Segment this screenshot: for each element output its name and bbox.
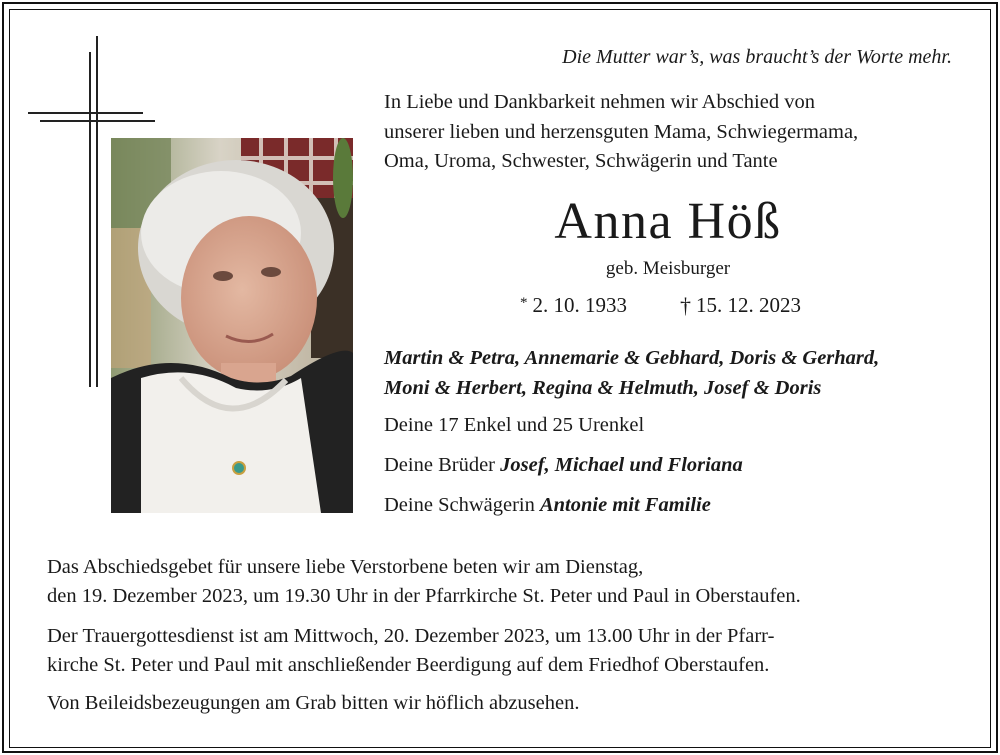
- death-date: † 15. 12. 2023: [680, 293, 801, 318]
- grandchildren-line: Deine 17 Enkel und 25 Urenkel: [384, 414, 645, 436]
- maiden-name: geb. Meisburger: [605, 258, 731, 279]
- quote: Die Mutter war’s, was braucht’s der Worte mehr.: [562, 46, 952, 68]
- intro-line: In Liebe und Dankbarkeit nehmen wir Abschied von: [384, 91, 815, 113]
- intro-line: Oma, Uroma, Schwester, Schwägerin und Tante: [384, 150, 778, 172]
- star-icon: *: [520, 295, 528, 311]
- family-names: [384, 343, 879, 403]
- family-line: Martin & Petra, Annemarie & Gebhard, Doris & Gerhard,: [384, 347, 880, 369]
- dagger-icon: †: [680, 293, 691, 318]
- prayer-info: Das Abschiedsgebet für unsere liebe Verstorbene beten wir am Dienstag, den 19. Dezember 2023, um 19.30 Uhr in der Pfarrkirche St. Peter und Paul in Oberstaufen.: [47, 556, 801, 607]
- intro-text: [384, 88, 858, 177]
- brothers-line: Deine Brüder Josef, Michael und Floriana: [384, 454, 743, 476]
- portrait-photo: [111, 138, 353, 513]
- intro-line: unserer lieben und herzensguten Mama, Schwiegermama,: [384, 120, 859, 143]
- sister-in-law-line: Deine Schwägerin Antonie mit Familie: [384, 494, 711, 516]
- funeral-info: Der Trauergottesdienst ist am Mittwoch, 20. Dezember 2023, um 13.00 Uhr in der Pfarr- kirche St. Peter und Paul mit anschließender Beerdigung auf dem Friedhof Oberstaufen.: [47, 625, 775, 676]
- deceased-name: Anna Höß: [554, 193, 782, 250]
- family-line: Moni & Herbert, Regina & Helmuth, Josef & Doris: [384, 377, 822, 399]
- condolence-note: Von Beileidsbezeugungen am Grab bitten wir höflich abzusehen.: [47, 692, 580, 714]
- birth-date: * 2. 10. 1933: [520, 293, 627, 317]
